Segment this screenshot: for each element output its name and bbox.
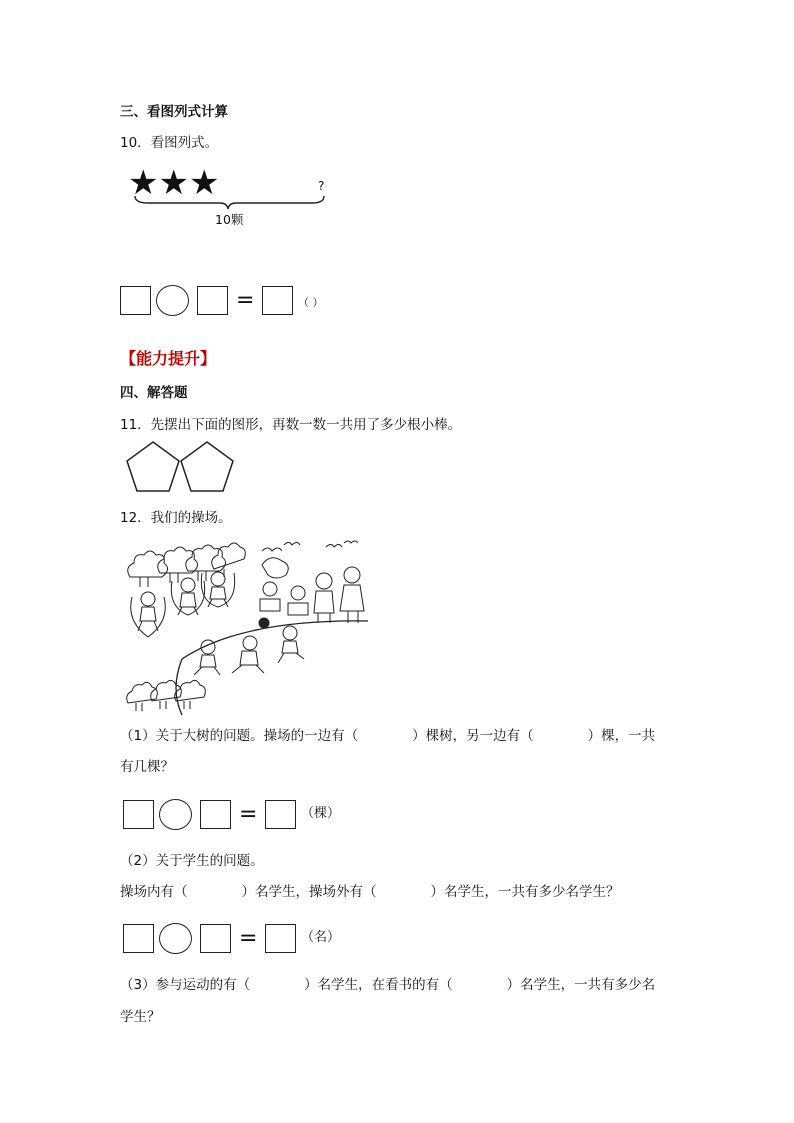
tree-group-top (128, 543, 246, 587)
section-3-heading: 三、看图列式计算 (120, 104, 228, 120)
operator-circle[interactable] (156, 285, 189, 316)
pentagon-left (127, 442, 179, 491)
equals-sign: = (239, 802, 258, 827)
answer-box-1[interactable] (123, 800, 154, 829)
equals-sign: = (239, 926, 258, 951)
operator-circle[interactable] (159, 799, 192, 830)
part-3-line-1: （3）参与运动的有（ ）名学生，在看书的有（ ）名学生，一共有多少名 (120, 977, 656, 993)
brace (130, 192, 330, 212)
question-12-title: 12．我们的操场。 (120, 510, 232, 526)
unit-label: （棵） (301, 806, 341, 821)
kid-jumprope-2 (171, 578, 204, 615)
birds (262, 541, 358, 551)
answer-box-1[interactable] (123, 924, 154, 953)
kid-jumprope-1 (131, 592, 166, 637)
question-11-title: 11．先摆出下面的图形，再数一数一共用了多少根小棒。 (120, 417, 462, 433)
answer-box-3[interactable] (265, 800, 296, 829)
kids-standing (314, 567, 364, 623)
part-1-line-2: 有几棵？ (120, 759, 174, 775)
question-10-title: 10．看图列式。 (120, 135, 219, 151)
part-2-line-1: （2）关于学生的问题。 (120, 853, 264, 869)
playground-illustration (122, 537, 372, 715)
answer-box-3[interactable] (262, 286, 293, 315)
answer-box-1[interactable] (120, 286, 151, 315)
tree-group-bottom (127, 680, 206, 711)
kids-running (194, 626, 304, 675)
pentagon-right (181, 442, 233, 491)
pentagon-figure (124, 438, 240, 496)
star-icons: ★★★ (128, 163, 220, 203)
answer-box-2[interactable] (197, 286, 228, 315)
section-4-heading: 四、解答题 (120, 385, 188, 401)
ball (259, 618, 269, 628)
answer-box-2[interactable] (200, 924, 231, 953)
part-1-line-1: （1）关于大树的问题。操场的一边有（ ）棵树，另一边有（ ）棵，一共 (120, 728, 656, 744)
equals-sign: = (236, 288, 255, 313)
unit-label: （名） (301, 930, 341, 945)
question-mark: ? (318, 179, 325, 193)
unit-label: （ ） (298, 296, 324, 309)
part-3-line-2: 学生？ (120, 1009, 161, 1025)
operator-circle[interactable] (159, 923, 192, 954)
answer-box-2[interactable] (200, 800, 231, 829)
answer-box-3[interactable] (265, 924, 296, 953)
ability-banner: 【能力提升】 (120, 349, 217, 368)
part-2-line-2: 操场内有（ ）名学生，操场外有（ ）名学生，一共有多少名学生？ (120, 884, 620, 900)
kids-reading (260, 582, 308, 615)
brace-label: 10颗 (215, 212, 244, 227)
